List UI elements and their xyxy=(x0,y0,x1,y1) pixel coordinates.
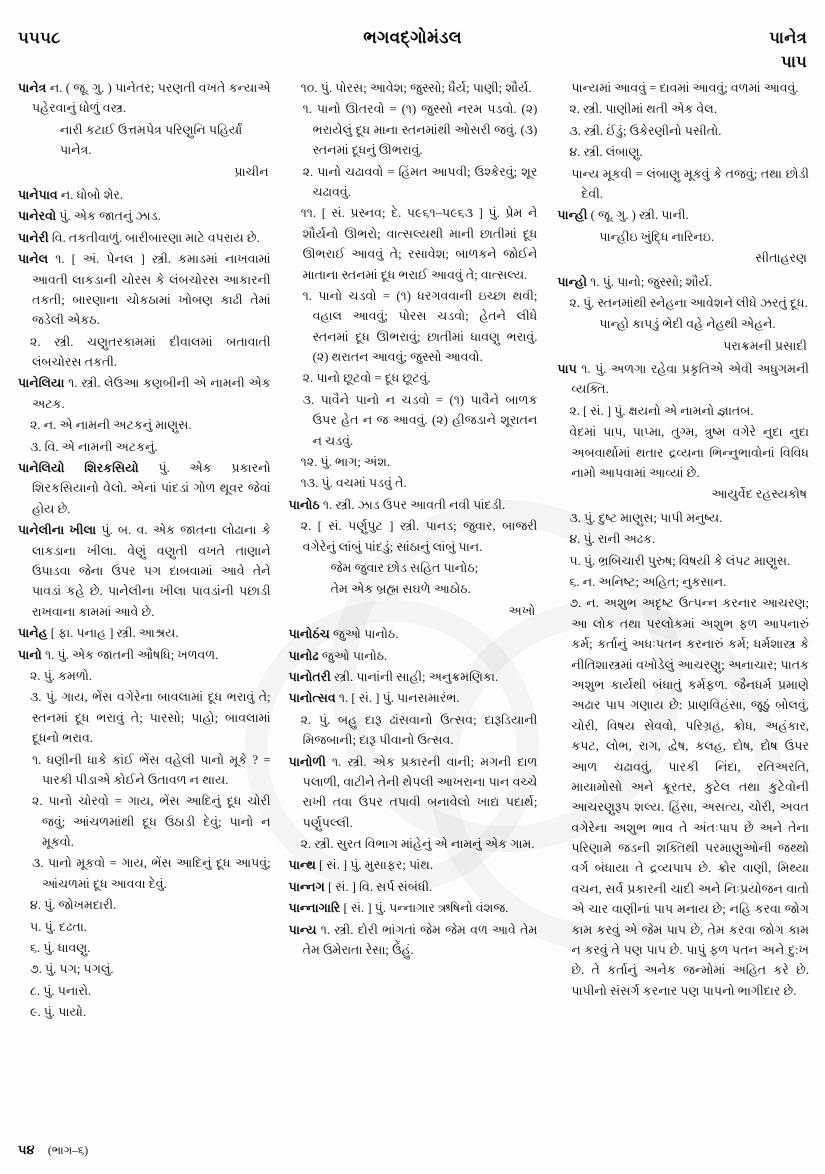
dictionary-entry: પાનોતરી સ્ત્રી. પાનાંની સાહી; અનુક્રમણિકા. xyxy=(288,669,499,684)
entry-subsense: ૧. પાનો ચડવો = (૧) ધરગવવાની ઇચ્છા થવી; વહાલ આવવું; પોરસ ચડવો; હેતને લીધે સ્તનમાં દૂધ ઊભરાવું; છાતીમાં ધાવણુ ભરાવું. (૨) થરાતન આવવું; જુસ્સો આવવો. xyxy=(302,288,538,365)
entry-sense: ૨. સ્ત્રી. સુરત વિભાગ માંહેનું એ નામનું એક ગામ. xyxy=(300,837,535,852)
dictionary-entry: પાનેલીના ખીલા પું. બ. વ. એક જાતના લોઢાના કે લાકડાના ખીલા. વેણું વણુતી વખતે તાણાને ઉપાડવા જેના ઉપર પગ દાબવામાં આવે તેને પાવડાં કહે છે. પાનેલીના ખીલા પાવડાંની પછાડી રાખવાના કામમાં આવે છે. xyxy=(18,523,271,619)
dictionary-entry: પાપ ૧. પું. અળગા રહેવા પ્રકૃતિએ એવી અધુગમની વ્યક્તિ. xyxy=(557,362,809,397)
dictionary-entry: પાનોળી ૧. સ્ત્રી. એક પ્રકારની વાની; મગની દાળ પલાળી, વાટીને તેની થેપલી આખરાના પાન વચ્ચે રાખી તવા ઉપર તપાવી બનાવેલો ખાદ્ય પદાર્થ; પર્ણુપલ્લી. xyxy=(288,754,538,830)
entry-headword: પાન્હી xyxy=(557,208,588,223)
entry-subsense: ૨. પાનો ચોરવો = ગાય, ભેંસ આદિનું દૂધ ચોરી જવું; આંચળમાંથી દૂધ ઉઠાડી દેવું; પાનો ન મૂકવો. xyxy=(32,794,271,850)
entry-text: વેદમાં પાપ, પાપ્મા, તુગ્મ, ત્રુષ્મ વગેરે નુદા નુદા અબવાર્થામાં થતાર દ્રવ્યના ભિન્નુભાવોનાં વિવિધ નામો આપવામાં આવ્યાં છે. xyxy=(569,425,809,481)
entry-sense: ૬. ન. અનિષ્ટ; અહિત; નુકસાન. xyxy=(569,574,727,589)
entry-subsense: ૧. ધણીની ધાકે કાંઈ ભેંસ વહેલી પાનો મૂકે ? = પારકી પીડાએ કોઈને ઉતાવળ ન થાય. xyxy=(32,752,271,787)
entry-subsense: ૩. પાનો મૂકવો = ગાય, ભેંસ આદિનું દૂધ આપવું; આંચળમાં દૂધ આવવા દેવું. xyxy=(32,856,271,891)
dictionary-entry: પાન્નાગારિ [ સં. ] પું. પન્નાગાર ઋષિનો વંશજ. xyxy=(288,901,509,916)
dictionary-entry: પાનેરવો પું. એક જાતનું ઝાડ. xyxy=(18,209,161,224)
dictionary-entry: પાન્હી ( જૂ. ગુ. ) સ્ત્રી. પાની. xyxy=(557,208,689,223)
entry-headword: પાનેપાવ xyxy=(18,187,58,202)
entry-headword: પાનેલ xyxy=(18,252,49,267)
dictionary-entry: પાન્નગ [ સં. ] વિ. સર્પ સંબંધી. xyxy=(288,879,433,894)
entry-headword: પાનેહ xyxy=(18,626,48,641)
dictionary-entry: પાન્ય ૧. સ્ત્રી. દોરી ભાંગતાં જેમ જેમ વળ આવે તેમ તેમ ઉમેરાતા રેસા; ઉેંહું. xyxy=(288,922,538,958)
dictionary-entry: પાનેલિયા ૧. સ્ત્રી. લેઉઆ કણબીની એ નામની એક અટક. xyxy=(18,376,271,411)
quotation-source: સીતાહરણ xyxy=(755,251,807,266)
entry-headword: પાનેલિયો શિરકસિયો xyxy=(18,461,139,476)
text-columns xyxy=(18,78,809,1116)
entry-quotation: પાન્હો કાપડું ભેદી વહે નેહથી એહને. xyxy=(599,317,776,332)
entry-quotation: પાન્હીઇ ખુંદ્ધિ નારિનઇ. xyxy=(599,229,715,244)
entry-subsense: ૧. પાનો ઊતરવો = (૧) જુસ્સો નરમ પડવો. (૨) ભરાયેલું દૂધ માના સ્તનમાંથી ઓસરી જવું. (૩) સ્તનમાં દૂધનું ઊભરાવું. xyxy=(302,102,538,158)
entry-headword: પાનોળી xyxy=(288,754,326,769)
entry-sense: ૫. પું. દઢતા. xyxy=(30,919,87,934)
entry-sense: ૨. સ્ત્રી. ચણુતરકામમાં દીવાલમાં બતાવાતી લંબચોરસ તકતી. xyxy=(30,334,271,370)
dictionary-entry: પાનેહ [ ફા. પનાહ ] સ્ત્રી. આશ્રય. xyxy=(18,626,179,641)
entry-subsense: પાન્યમાં આવવું = દાવમાં આવવું; વળમાં આવવું. xyxy=(571,81,799,95)
dictionary-entry: પાનો ૧. પું. એક જાતની ઔષધિ; ખળવળ. xyxy=(18,647,219,662)
dictionary-entry: પાન્હો ૧. પું. પાનો; જુસ્સો; શૌર્ય. xyxy=(557,274,713,289)
entry-sense: ૧૧. [ સં. પ્રસ્નવ; દે. પ૯૬૧–પ૯૬૩ ] પું. પ્રેમ ને શૌર્યનો ઊભરો; વાત્સલ્યથી માની છાતીમાં દૂધ ઊભરાઈ આવવું તે; રસાવેશ; બાળકને જોઈને માતાના સ્તનમાં દૂધ ભરાઈ આવવું તે; વાત્સલ્ય. xyxy=(300,206,538,282)
entry-headword: પાન્હો xyxy=(557,274,588,289)
column-2 xyxy=(281,78,548,1116)
entry-headword: પાનોઠંચ xyxy=(288,627,330,642)
entry-quotation: તેમ એક બ્રહ્મ સઘળે આઠોઠ. xyxy=(330,582,471,597)
page-header xyxy=(18,26,807,82)
entry-sense: ૪. સ્ત્રી. લંબાણુ. xyxy=(569,145,643,160)
entry-sense: ૮. પું. પનારો. xyxy=(30,983,92,998)
entry-sense: ૩. વિ. એ નામની અટકનું. xyxy=(30,439,158,454)
entry-headword: પાપ xyxy=(557,362,577,377)
entry-sense: ૬. પું. ધાવણુ. xyxy=(30,941,91,956)
entry-sense: ૨. સ્ત્રી. પાણીમાં થતી એક વેલ. xyxy=(569,102,717,117)
entry-headword: પાનો xyxy=(18,647,42,662)
entry-headword: પાનોતરી xyxy=(288,669,331,684)
entry-sense: ૫. પું. ભ્રબિચારી પુરુષ; વિષયી કે લંપટ માણુસ. xyxy=(569,553,791,568)
entry-sense: ૨. પું. બહુ દારૂ ઢાંસવાનો ઉત્સવ; દારૂડિયાની મિજબાની; દારૂ પીવાનો ઉત્સવ. xyxy=(300,712,538,748)
entry-headword: પાન્નાગારિ xyxy=(288,901,341,916)
dictionary-entry: પાનેત્ર ન. ( જૂ. ગુ. ) પાનેતર; પરણતી વખતે કન્યાએ પહેરવાનું ધોળું વસ્ત્ર. xyxy=(18,81,271,116)
entry-sense: ૯. પું. પાયો. xyxy=(30,1005,87,1020)
entry-sense: ૪. પું. જોખમદારી. xyxy=(30,898,117,913)
entry-headword: પાન્ય xyxy=(288,922,317,937)
entry-sense: ૨. ન. એ નામની અટકનું માણુસ. xyxy=(30,418,192,433)
entry-headword: પાનોઢ xyxy=(288,648,319,663)
entry-headword: પાનેરી xyxy=(18,230,49,245)
dictionary-entry: પાનેલ ૧. [ અં. પેનલ ] સ્ત્રી. કમાડમાં નાખવામાં આવતી લાકડાની ચોરસ કે લંબચોરસ આકારની તકતી; બારણાના ચોકઠામાં ખોબણ કાઢી તેમાં જડેલી એકઠ. xyxy=(18,252,271,328)
header-page-number: ૫૫૫૮ xyxy=(18,28,61,47)
entry-quotation: નારી કટાઈ ઉત્તમપેત્ર પરિણુનિ પહિર્યાં પાનેત્ર. xyxy=(60,122,243,158)
entry-subsense: ૨. પાનો ચઢાવવો = હિંમત આપવી; ઉશ્કેરવું; શૂર ચઢાવવું. xyxy=(302,164,538,199)
entry-sense: ૨. [ સં. ] પું. ક્ષયનો એ નામનો જ્ઞાતબ. xyxy=(569,403,754,418)
entry-headword: પાન્થ xyxy=(288,858,316,873)
entry-sense: ૩. પું. ગાય, ભેંસ વગેરેના બાવલામાં દૂધ ભરાવું તે; સ્તનમાં દૂધ ભરાવું તે; પારસો; પાહો; બાવલામાં દૂધનો ભરાવ. xyxy=(30,690,271,746)
entry-sense: ૩. પું. દુષ્ટ માણુસ; પાપી મનુષ્ય. xyxy=(569,510,723,525)
quotation-source: આયુર્વેદ રહસ્યકોષ xyxy=(711,487,807,502)
entry-sense: ૭. ન. અશુભ અદૃષ્ટ ઉત્પન્ન કરનાર આચરણ; આ લોક તથા પરલોકમાં અશુભ ફળ આપનારું કર્મ; કર્તાનું અધઃપતન કરનારું કર્મ; ધર્મશાસ્ત્ર કે નીતિશાસ્ત્રમાં વખોડેલું આચરણુ; અનાચાર; પાતક અશુભ કાર્યથી બંધાતું કર્મફળ. જૈનધર્મ પ્રમાણે અઢાર પાપ ગણાય છે: પ્રાણવિહંસા, જૂઠું બોલવું, ચોરી, વિષય સેવવો, પરિગ્રહ, ક્રોધ, અહંકાર, કપટ, લોભ, રાગ, દ્વેષ, કલહ, દોષ, દોષ ઉપર આળ ચઢાવવું, પારકી નિંદા, રતિઅરતિ, માયામોસો અને ક્રૂરતર, કુટેલ તથા કુટેવોની આચરણુરૂપ શલ્ય. હિંસા, અસત્ય, ચોરી, અવત વગેરેના અશુભ ભાવ તે અંતઃપાપ છે અને તેના પરિણામે જડની શક્તિથી પરમાણુઓની જથ્થો વર્ગ બંધાયા તે દ્રવ્યપાપ છે. ક્રોર વાણી, મિથ્યા વચન, સર્વ પ્રકારની ચાદી અને નિઃપ્રયોજન વાતો એ ચાર વાણીનાં પાપ મનાય છે; નહિ કરવા જોગ કામ કરવું એ જેમ પાપ છે, તેમ કરવા જોગ કામ ન કરવું તે પણ પાપ છે. પાપું ફળ પતન અને દુ:ખ છે. તે કર્તાનું અનેક જન્મોમાં અહિત કરે છે. પાપીનો સંસર્ગ કરનાર પણ પાપનો ભાગીદાર છે. xyxy=(569,596,809,998)
dictionary-entry: પાન્થ [ સં. ] પું. મુસાફર; પાંથ. xyxy=(288,858,434,873)
entry-headword: પાનેરવો xyxy=(18,209,57,224)
entry-headword: પાનેત્ર xyxy=(18,81,47,95)
entry-sense: ૨. પું. કમળો. xyxy=(30,668,93,683)
entry-headword: પાન્નગ xyxy=(288,879,325,894)
footer-part: (ભાગ–૬) xyxy=(47,1145,89,1157)
entry-sense: ૧૨. પું. ભાગ; અંશ. xyxy=(300,455,391,470)
dictionary-entry: પાનોઠ ૧. સ્ત્રી. ઝાડ ઉપર આવતી નવી પાંદડી. xyxy=(288,497,506,512)
header-book-title: ભગવદ્ગોમંડલ xyxy=(363,28,462,47)
entry-headword: પાનેલિયા xyxy=(18,376,65,391)
guide-word-bottom: પાપ xyxy=(781,51,807,71)
quotation-source: પ્રાચીન xyxy=(234,164,269,179)
dictionary-entry: પાનેપાવ ન. ધોબો શેર. xyxy=(18,187,124,202)
entry-sense: ૭. પું. પગ; પગલું. xyxy=(30,962,114,977)
entry-subsense: પાન્ય મૂકવી = લંબાણુ મૂકવું કે તજવું; તથા છોડી દેવી. xyxy=(571,166,809,201)
column-1 xyxy=(18,78,281,1116)
entry-sense: ૧૩. પું. વચમાં પડવું તે. xyxy=(300,476,407,491)
entry-headword: પાનોઠ xyxy=(288,497,320,512)
entry-headword: પાનેલીના ખીલા xyxy=(18,523,97,538)
entry-sense: ૪. પું. રાની અઢક. xyxy=(569,532,656,547)
dictionary-entry: પાનોઢ જુઓ પાનોઠ. xyxy=(288,648,388,663)
guide-word-top: પાનેત્ર xyxy=(769,28,807,47)
dictionary-entry: પાનોત્સવ ૧. [ સં. ] પું. પાનસમારંભ. xyxy=(288,691,460,706)
page-footer xyxy=(18,1142,88,1158)
entry-subsense: ૨. પાનો છૂટવો = દૂધ છૂટવું. xyxy=(302,371,431,386)
quotation-source: અખો xyxy=(508,603,536,618)
footer-page-number: ૫૪ xyxy=(18,1142,35,1157)
entry-sense: ૨. પું. સ્તનમાંથી સ્નેહના આવેશને લીધે ઝરતું દૂધ. xyxy=(569,295,808,310)
entry-sense: ૧૦. પું. પોરસ; આવેશ; જુસ્સો; ધૈર્ય; પાણી; શૌર્ય. xyxy=(300,81,532,95)
entry-sense: ૩. સ્ત્રી. ઈંડું; ઉકેરણીનો પસીતો. xyxy=(569,123,722,138)
column-3 xyxy=(547,78,809,1116)
header-guide-words xyxy=(769,26,807,74)
dictionary-entry: પાનેલિયો શિરકસિયો પું. એક પ્રકારનો શિરકસિયાનો વેલો. એનાં પાંદડાં ગોળ થૂવર જેવાં હોય છે. xyxy=(18,461,271,516)
entry-quotation: જેમ જુવાર છોડ સહિત પાનોઠ; xyxy=(330,560,479,575)
entry-subsense: ૩. પાવૈને પાનો ન ચડવો = (૧) પાવૈને બાળક ઉપર હેત ન જ આવવું. (૨) હીજડાને શૂરાતન ન ચડવું. xyxy=(302,392,538,448)
dictionary-entry: પાનેરી વિ. તકતીવાળું. બારીબારણા માટે વપરાય છે. xyxy=(18,230,260,245)
dictionary-entry: પાનોઠંચ જુઓ પાનોઠ. xyxy=(288,627,399,642)
entry-headword: પાનોત્સવ xyxy=(288,691,336,706)
quotation-source: પરાક્રમની પ્રસાદી xyxy=(723,338,807,353)
entry-sense: ૨. [ સં. પર્ણુપુટ ] સ્ત્રી. પાનડ; જુવાર, બાજરી વગેરેનું લાંબું પાંદડું; સાંઠાનું લાંબું પાન. xyxy=(300,519,538,554)
